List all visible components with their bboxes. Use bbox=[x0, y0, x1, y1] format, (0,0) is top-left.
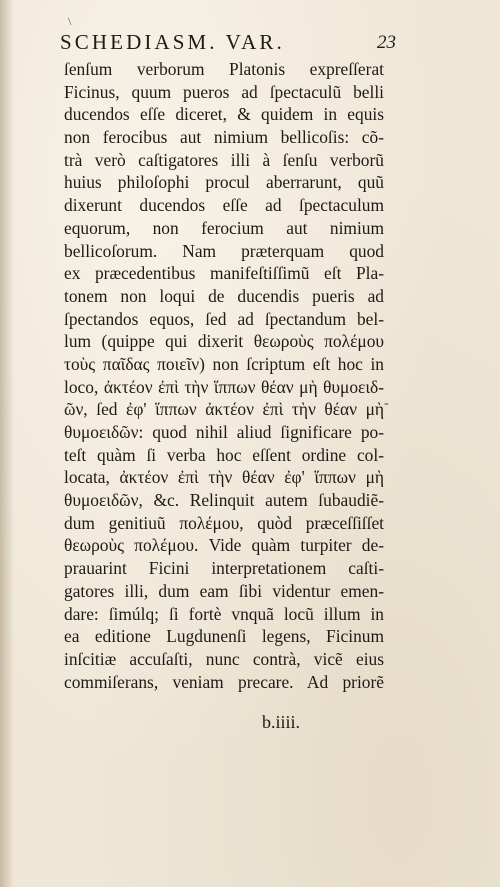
text-line: θυμοειδῶν, &c. Relinquit autem ſubaudiẽ- bbox=[64, 490, 384, 511]
text-line: Ficinus, quum pueros ad ſpectaculũ belli bbox=[64, 81, 384, 102]
text-line: dum genitiuũ πολέμου, quòd præceſſiſſet bbox=[64, 512, 384, 533]
running-head-title: SCHEDIASM. VAR. bbox=[60, 30, 285, 54]
signature-mark: b.iiii. bbox=[262, 712, 301, 732]
text-line: non ferocibus aut nimium bellicoſis: cõ- bbox=[64, 127, 384, 148]
text-line: θυμοειδῶν: quod nihil aliud ſignificare po- bbox=[64, 422, 384, 442]
text-line: ex præcedentibus manifeſtiſſimũ eſt Pla- bbox=[64, 263, 384, 284]
page-number: 23 bbox=[377, 32, 396, 53]
running-head bbox=[60, 30, 396, 58]
text-line: ſpectandos equos, ſed ad ſpectandum bel- bbox=[64, 308, 384, 329]
text-line: bellicoſorum. Nam præterquam quod bbox=[64, 240, 384, 261]
text-line: gatores illi, dum eam ſibi videntur emen- bbox=[64, 580, 384, 601]
text-line: commiſerans, veniam precare. Ad priorẽ bbox=[64, 671, 384, 692]
text-line: equorum, non ferocium aut nimium bbox=[64, 217, 384, 238]
text-line: locata, ἀκτέον ἐπὶ τὴν θέαν ἐφ' ἵππων μὴ bbox=[64, 467, 384, 488]
text-line: dixerunt ducendos eſſe ad ſpectaculum bbox=[64, 195, 384, 216]
text-line: ῶν, ſed ἐφ' ἵππων ἀκτέον ἐπὶ τὴν θέαν μὴ bbox=[64, 399, 384, 420]
text-line: prauarint Ficini interpretationem caſti- bbox=[64, 558, 384, 579]
gutter-shadow bbox=[0, 0, 14, 887]
text-line: τοὺς παῖδας ποιεῖν) non ſcriptum eſt hoc in bbox=[64, 353, 384, 374]
text-line: inſcitiæ accuſaſti, nunc contrà, vicẽ eius bbox=[64, 648, 384, 669]
text-line: ducendos eſſe diceret, & quidem in equis bbox=[64, 104, 384, 125]
tick-mark: \ bbox=[68, 14, 72, 28]
text-line: tonem non loqui de ducendis pueris ad bbox=[64, 285, 384, 306]
text-line: trà verò caſtigatores illi à ſenſu verborũ bbox=[64, 149, 384, 170]
text-line: dare: ſimúlq; ſi fortè vnquã locũ illum in bbox=[64, 603, 384, 624]
text-line: huius philoſophi procul aberrarunt, quũ bbox=[64, 172, 384, 193]
text-line: ſenſum verborum Platonis expreſſerat bbox=[64, 59, 384, 79]
body-text bbox=[64, 58, 384, 693]
text-line: loco, ἀκτέον ἐπὶ τὴν ἵππων θέαν μὴ θυμοειδ- bbox=[64, 376, 384, 397]
text-line: teſt quàm ſi verba hoc eſſent ordine col- bbox=[64, 444, 384, 465]
text-line: θεωροὺς πολέμου. Vide quàm turpiter de- bbox=[64, 535, 384, 556]
text-line: ea editione Lugdunenſi legens, Ficinum bbox=[64, 626, 384, 647]
margin-mark: - bbox=[384, 396, 389, 411]
text-line: lum (quippe qui dixerit θεωροὺς πολέμου bbox=[64, 331, 384, 352]
